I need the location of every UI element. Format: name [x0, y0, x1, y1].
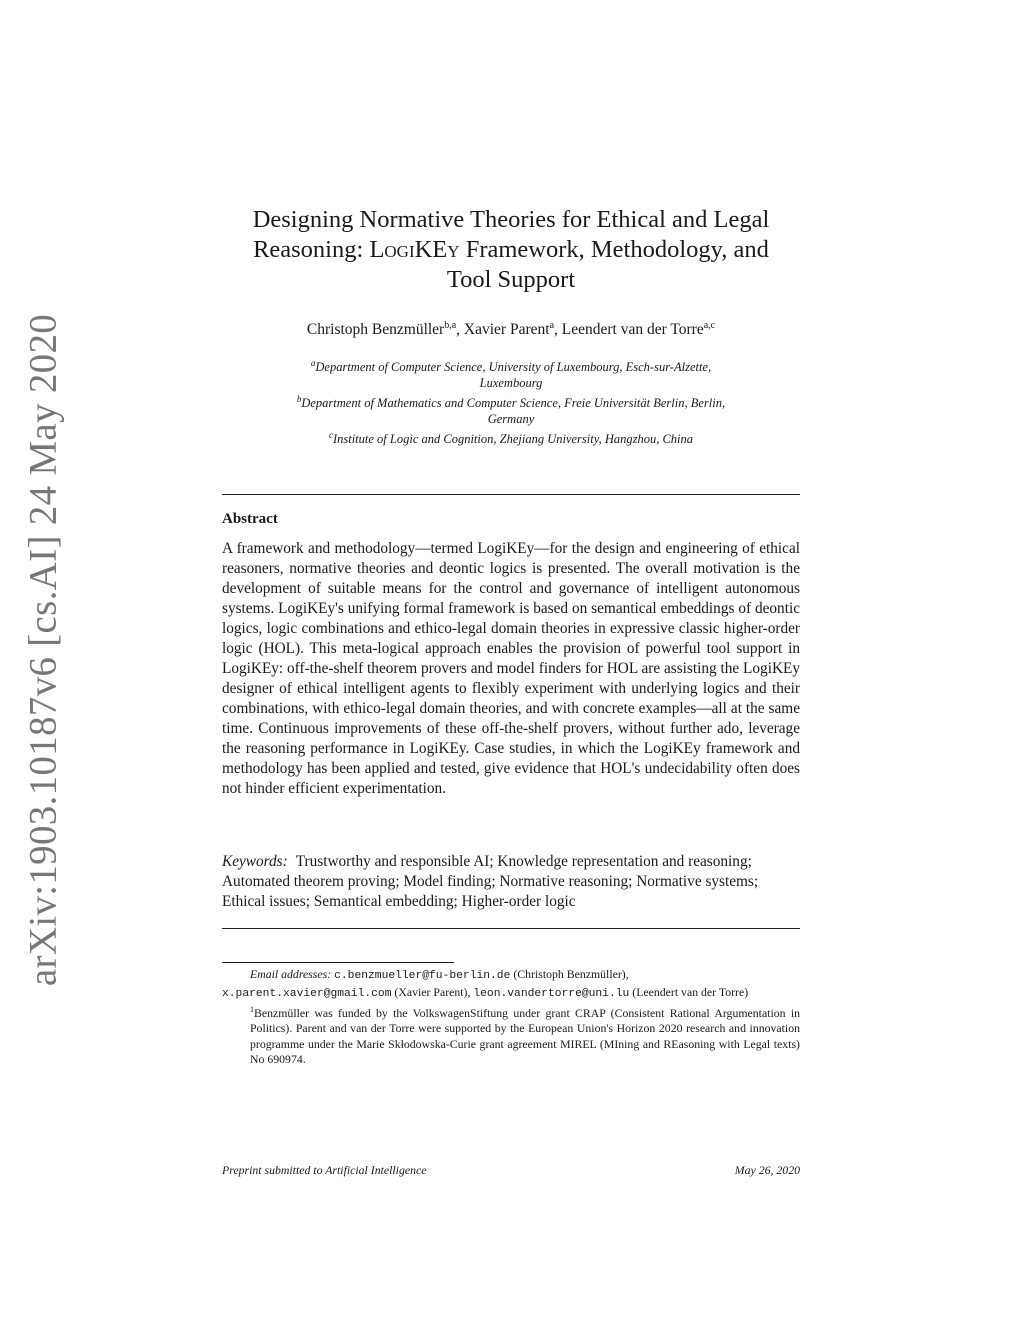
footnotes [222, 967, 800, 1068]
email-link-vandertorre[interactable]: leon.vandertorre@uni.lu [473, 987, 630, 1000]
affiliations [222, 355, 800, 447]
paper-title [222, 205, 800, 295]
abstract-top-rule [222, 494, 800, 495]
author-name: Christoph Benzmüller [306, 321, 445, 339]
keywords-text: Trustworthy and responsible AI; Knowledge representation and reasoning; Automated theorem proving; Model finding; Normative reasoning; Normative systems; Ethical issues; Semantical embedding; Higher-order logic [222, 853, 759, 910]
abstract-text: A framework and methodology—termed LogiKEy—for the design and engineering of ethical reasoners, normative theories and deontic logics is presented. The overall motivation is the development of suitable means for the control and governance of intelligent autonomous systems. LogiKEy's unifying formal framework is based on semantical embeddings of deontic logics, logic combinations and ethico-legal domain theories in expressive classic higher-order logic (HOL). This meta-logical approach enables the provision of powerful tool support in LogiKEy: off-the-shelf theorem provers and model finders for HOL are assisting the LogiKEy designer of ethical intelligent agents to flexibly experiment with underlying logics and their combinations, with ethico-legal domain theories, and with concrete examples—all at the same time. Continuous improvements of these off-the-shelf provers, without further ado, leverage the reasoning performance in LogiKEy. Case studies, in which the LogiKEy framework and methodology has been applied and tested, give evidence that HOL's undecidability often does not hinder efficient experimentation. [222, 540, 800, 797]
email-footnote-cont [222, 985, 800, 1003]
preprint-date: May 26, 2020 [734, 1163, 800, 1177]
email-label: Email addresses: [250, 967, 332, 981]
author-affil-mark: a,c [703, 320, 716, 331]
author-list [222, 320, 800, 339]
author-affil-mark: a [549, 320, 555, 331]
funding-footnote-mark: 1 [250, 1005, 254, 1014]
affiliation-mark: a [310, 358, 316, 368]
affiliation-text: Institute of Logic and Cognition, Zhejiang University, Hangzhou, China [332, 432, 694, 447]
email-owner: (Xavier Parent), [391, 984, 474, 999]
preprint-note: Preprint submitted to Artificial Intelligence [222, 1163, 427, 1177]
author-affil-mark: b,a [444, 320, 457, 331]
title-line-1: Designing Normative Theories for Ethical and Legal [252, 206, 770, 233]
affiliation-b [222, 391, 800, 411]
email-owner: (Leendert van der Torre) [629, 984, 749, 999]
title-line-3: Tool Support [446, 266, 576, 293]
affiliation-c [222, 427, 800, 447]
affiliation-b-cont: Germany [487, 412, 535, 427]
email-owner: (Christoph Benzmüller), [510, 967, 629, 981]
abstract-heading: Abstract [222, 511, 278, 527]
title-line-2 [222, 235, 800, 265]
email-link-parent[interactable]: x.parent.xavier@gmail.com [222, 987, 392, 1000]
email-footnote [222, 967, 800, 985]
funding-footnote [222, 1002, 800, 1068]
arxiv-identifier: arXiv:1903.10187v6 [cs.AI] 24 May 2020 [21, 313, 65, 987]
abstract-body [222, 539, 800, 799]
keywords [222, 852, 800, 912]
author-name: Leendert van der Torre [561, 321, 704, 339]
affiliation-mark: c [328, 430, 333, 441]
arxiv-sidebar [8, 313, 78, 987]
title-line-2-suffix: Framework, Methodology, and [459, 236, 769, 263]
author-name: Xavier Parent [463, 321, 550, 339]
title-logikey: LogiKEy [369, 236, 460, 263]
author-separator: , [456, 321, 464, 339]
affiliation-text: Department of Mathematics and Computer Science, Freie Universität Berlin, Berlin, [301, 396, 726, 411]
title-line-2-prefix: Reasoning: [253, 236, 370, 263]
funding-text: Benzmüller was funded by the VolkswagenStiftung under grant CRAP (Consistent Rational Argumentation in Politics). Parent and van der Torre were supported by the European Union's Horizon 2020 research and innovation programme under the Marie Skłodowska-Curie grant agreement MIREL (MIning and REasoning with Legal texts) No 690974. [250, 1005, 800, 1067]
keywords-label: Keywords: [222, 853, 288, 870]
author-separator: , [554, 321, 562, 339]
footnote-rule [222, 962, 454, 963]
affiliation-text: Department of Computer Science, University of Luxembourg, Esch-sur-Alzette, [315, 360, 712, 375]
affiliation-a-cont: Luxembourg [479, 376, 543, 391]
email-link-benzmueller[interactable]: c.benzmueller@fu-berlin.de [334, 970, 511, 982]
affiliation-mark: b [296, 394, 302, 405]
affiliation-a [222, 355, 800, 375]
abstract-bottom-rule [222, 928, 800, 929]
